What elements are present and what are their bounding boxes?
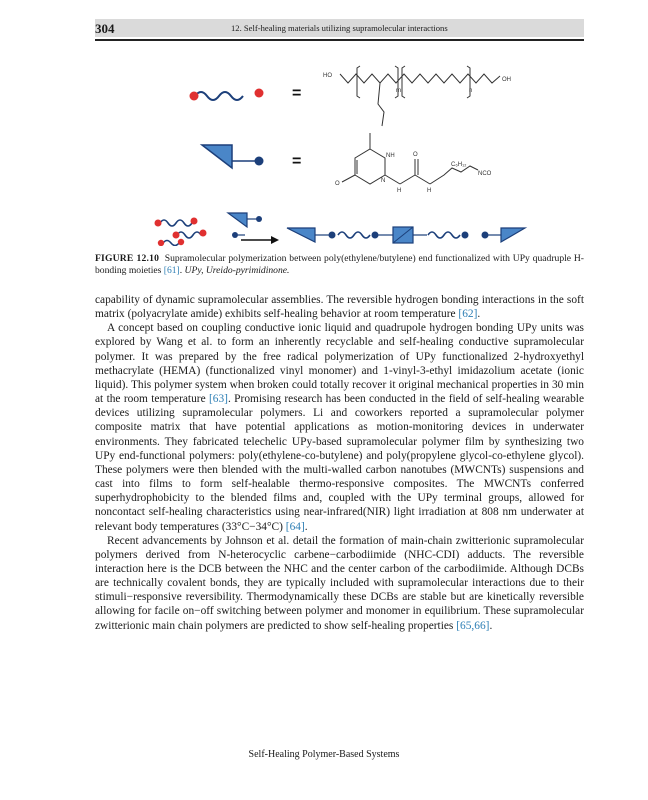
- paragraph-3-text: Recent advancements by Johnson et al. detail the formation of main-chain zwitterionic supramolecular polymers derived from N-heterocyclic carbene−carbodiimide (NHC-CDI) adducts. The reversible interaction here is the DCB between the NHC and the center carbon of the carbodiimide. Although DCBs are technically covalent bonds, they are typically included with supramolecular interactions due to their stimuli−responsive reversibility. Thermodynamically these DCBs are stable but are kinetically reversible allowing for facile on−off switching between polymer and monomer in equilibrium. These supramolecular zwitterionic main chain polymers are predicted to show self-healing properties: [95, 534, 584, 632]
- chem-n-label-1: N: [381, 178, 386, 184]
- chem-m-label: m: [396, 88, 401, 94]
- paragraph-2-tail: .: [304, 520, 308, 533]
- page-number: 304: [95, 21, 115, 36]
- paragraph-1: [95, 293, 584, 321]
- upy-structure: [342, 133, 478, 184]
- body-text: [95, 293, 584, 633]
- reference-link-63[interactable]: [63]: [209, 393, 228, 406]
- running-header: [95, 19, 584, 41]
- figure-label: FIGURE 12.10: [95, 253, 160, 264]
- paragraph-2-text: A concept based on coupling conductive ionic liquid and quadrupole hydrogen bonding UPy units was explored by Wang et al. to form an inherently recyclable and self-healing conductive supramolecular polymer. It was prepared by the free radical polymerization of UPy functionalized 2-hydroxyethyl methacrylate (HEMA) (functionalized vinyl monomer) and 1-vinyl-3-ethyl imidazolium acetate (ionic liquid). This polymer system when broken could totally recover it original mechanical properties in 30 min at the room temperature: [95, 322, 584, 406]
- chem-o-label-2: O: [413, 152, 418, 158]
- caption-abbreviation: UPy, Ureido-pyrimidinone.: [184, 265, 290, 276]
- figure-drawing: [95, 56, 584, 246]
- chem-nco-label: NCO: [478, 171, 492, 177]
- reference-link-64[interactable]: [64]: [285, 520, 305, 533]
- paragraph-1-text: capability of dynamic supramolecular assemblies. The reversible hydrogen bonding interactions in the soft matrix (polyacrylate amide) exhibits self-healing behavior at room temperature: [95, 294, 584, 321]
- equals-sign-2: =: [292, 153, 302, 170]
- paragraph-2: [95, 321, 584, 533]
- chem-nh-label: NH: [386, 153, 395, 159]
- monomer-mixture: [155, 213, 263, 246]
- chem-o-label-1: O: [335, 181, 340, 187]
- reference-link-62[interactable]: [62]: [458, 308, 478, 321]
- supramolecular-chain: [287, 227, 525, 243]
- chem-oh-label: OH: [502, 77, 511, 83]
- chem-c6-label: C₆H₁₂: [451, 162, 467, 168]
- peb-chain-symbol: [190, 89, 264, 101]
- chem-n-label: n: [469, 88, 473, 94]
- equals-sign-1: =: [292, 85, 302, 102]
- peb-structure: [340, 66, 500, 126]
- chem-ho-label: HO: [323, 73, 332, 79]
- paragraph-1-tail: .: [477, 308, 481, 321]
- chem-h-label-1: H: [397, 188, 402, 194]
- upy-symbol: [202, 145, 264, 168]
- caption-text: Supramolecular polymerization between poly(ethylene/butylene) end functionalized with UPy quadruple H-bonding moieties: [95, 253, 584, 276]
- page-footer: Self-Healing Polymer-Based Systems: [248, 749, 400, 760]
- figure-12-10: [95, 56, 584, 246]
- paragraph-3-tail: .: [489, 619, 493, 632]
- reaction-arrow: [241, 236, 279, 244]
- running-title: 12. Self-healing materials utilizing supramolecular interactions: [231, 23, 448, 33]
- reference-link-65-66[interactable]: [65,66]: [456, 619, 490, 632]
- caption-reference-link[interactable]: [61]: [163, 265, 180, 276]
- paragraph-2-middle: . Promising research has been conducted in the field of self-healing wearable devices utilizing supramolecular polymers. Li and coworkers reported a supramolecular polymer composite matrix that have potential applications as motion-monitoring devices in underwater environments. They fabricated telechelic UPy-based supramolecular polymer film by synthesizing two UPy end-functional polymers: poly(ethylene-co-butylene) and poly(propylene glycol-co-ethylene glycol). These polymers were then blended with the multi-walled carbon nanotubes (MWCNTs) suspensions and cast into films to form self-healable thermo-responsive composites. The MWCNTs conferred superhydrophobicity to the blended films and, coupled with the UPy terminal groups, allowed for noncontact self-healing characteristics using near-infrared(NIR) light irradiation at 808 nm underwater at relevant body temperatures (33°C−34°C): [95, 393, 584, 533]
- chem-h-label-2: H: [427, 188, 432, 194]
- figure-caption: FIGURE 12.10 Supramolecular polymerization between poly(ethylene/butylene) end functionalized with UPy quadruple H-bonding moieties [61]. UPy, Ureido-pyrimidinone.: [95, 253, 584, 276]
- bead-left-icon: [190, 92, 199, 101]
- bead-right-icon: [255, 89, 264, 98]
- paragraph-3: [95, 534, 584, 633]
